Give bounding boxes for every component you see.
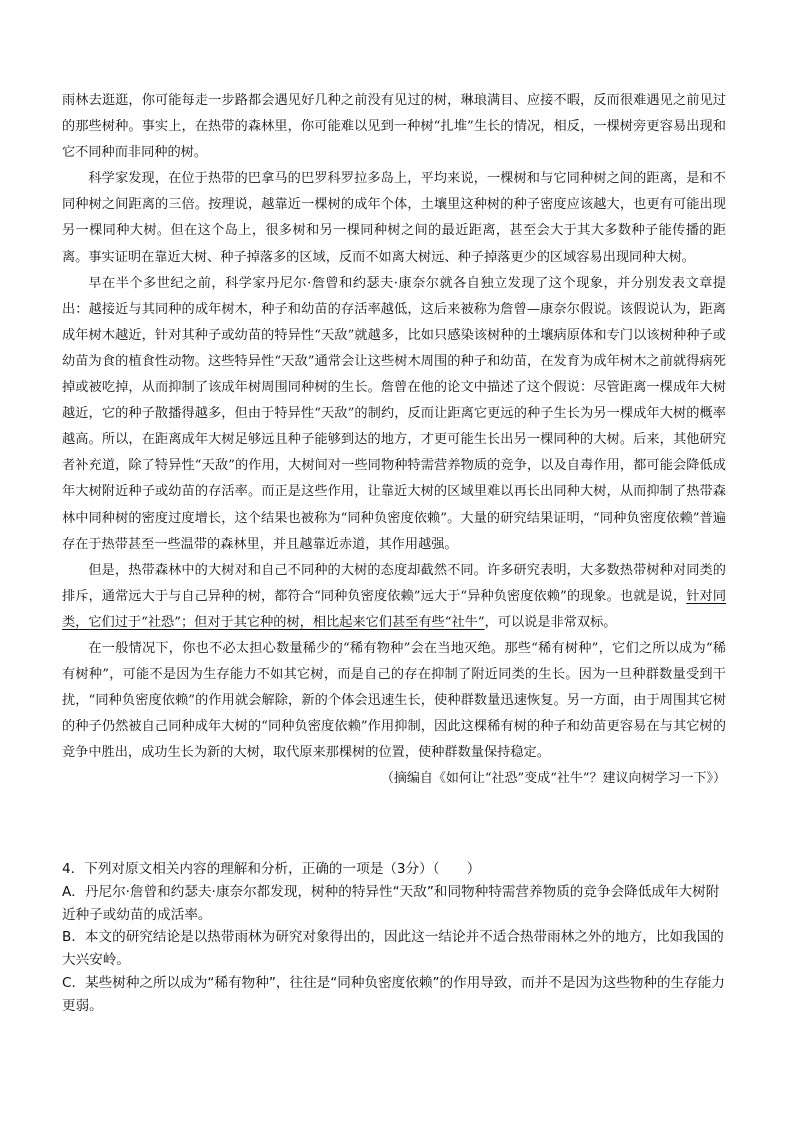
question-block xyxy=(62,858,726,1018)
paragraph-4-text-after: ，可以说是非常双标。 xyxy=(484,614,617,630)
passage-paragraph-1: 雨林去逛逛，你可能每走一步路都会遇见好几种之前没有见过的树，琳琅满目、应接不暇，反而很难遇见之前见过的那些树种。事实上，在热带的森林里，你可能难以见到一种树“扎堆”生长的情况，相反，一棵树旁更容易出现和它不同种而非同种的树。 xyxy=(62,93,726,161)
passage-paragraph-2: 科学家发现，在位于热带的巴拿马的巴罗科罗拉多岛上，平均来说，一棵树和与它同种树之间的距离，是和不同种树之间距离的三倍。按理说，越靠近一棵树的成年个体，土壤里这种树的种子密度应该越大，也更有可能出现另一棵同种大树。但在这个岛上，很多树和另一棵同种树之间的最近距离，甚至会大于其大多数种子能传播的距离。事实证明在靠近大树、种子掉落多的区域，反而不如离大树远、种子掉落更少的区域容易出现同种大树。 xyxy=(62,171,726,265)
option-b[interactable]: B．本文的研究结论是以热带雨林为研究对象得出的，因此这一结论并不适合热带雨林之外的地方，比如我国的大兴安岭。 xyxy=(62,929,724,969)
passage-paragraph-4 xyxy=(62,558,726,636)
option-a[interactable]: A．丹尼尔·詹曾和约瑟夫·康奈尔都发现，树种的特异性“天敌”和同物种特需营养物质的竞争会降低成年大树附近种子或幼苗的成活率。 xyxy=(62,883,720,923)
passage-source: （摘编自《如何让“社恐”变成“社牛”？建议向树学习一下》） xyxy=(380,771,726,787)
question-4-stem: 4．下列对原文相关内容的理解和分析，正确的一项是（3分）（ ） xyxy=(62,861,481,877)
option-c[interactable]: C．某些树种之所以成为“稀有物种”，往往是“同种负密度依赖”的作用导致，而并不是因为这些物种的生存能力更弱。 xyxy=(62,974,725,1014)
passage-paragraph-5: 在一般情况下，你也不必太担心数量稀少的“稀有物种”会在当地灭绝。那些“稀有树种”，它们之所以成为“稀有树种”，可能不是因为生存能力不如其它树，而是自己的存在抑制了附近同类的生长。因为一旦种群数量受到干扰，“同种负密度依赖”的作用就会解除，新的个体会迅速生长，使种群数量迅速恢复。另一方面，由于周围其它树的种子仍然被自己同种成年大树的“同种负密度依赖”作用抑制，因此这棵稀有树的种子和幼苗更容易在与其它树的竞争中胜出，成功生长为新的大树，取代原来那棵树的位置，使种群数量保持稳定。 xyxy=(62,640,726,761)
reading-passage xyxy=(62,88,726,793)
underlined-sentence: 针对同类，它们过于“社恐”；但对于其它种的树，相比起来它们甚至有些“社牛” xyxy=(62,588,727,630)
passage-paragraph-3: 早在半个多世纪之前，科学家丹尼尔·詹曾和约瑟夫·康奈尔就各自独立发现了这个现象，并分别发表文章提出：越接近与其同种的成年树木，种子和幼苗的存活率越低，这后来被称为詹曾—康奈尔假说。该假说认为，距离成年树木越近，针对其种子或幼苗的特异性“天敌”就越多，比如只感染该树种的土壤病原体和专门以该树种种子或幼苗为食的植食性动物。这些特异性“天敌”通常会让这些树木周围的种子和幼苗，在发育为成年树木之前就得病死掉或被吃掉，从而抑制了该成年树周围同种树的生长。詹曾在他的论文中描述了这个假说：尽管距离一棵成年大树越近，它的种子散播得越多，但由于特异性“天敌”的制约，反而让距离它更远的种子生长为另一棵成年大树的概率越高。所以，在距离成年大树足够远且种子能够到达的地方，才更可能生长出另一棵同种的大树。后来，其他研究者补充道，除了特异性“天敌”的作用，大树间对一些同物种特需营养物质的竞争，以及自毒作用，都可能会降低成年大树附近种子或幼苗的存活率。而正是这些作用，让靠近大树的区域里难以再长出同种大树，从而抑制了热带森林中同种树的密度过度增长，这个结果也被称为“同种负密度依赖”。大量的研究结果证明，“同种负密度依赖”普遍存在于热带甚至一些温带的森林里，并且越靠近赤道，其作用越强。 xyxy=(62,275,726,552)
paragraph-4-text-before: 但是，热带森林中的大树对和自己不同种的大树的态度却截然不同。许多研究表明，大多数热带树种对同类的排斥，通常远大于与自己异种的树，都符合“同种负密度依赖”远大于“异种负密度依赖”的现象。也就是说， xyxy=(62,562,726,604)
